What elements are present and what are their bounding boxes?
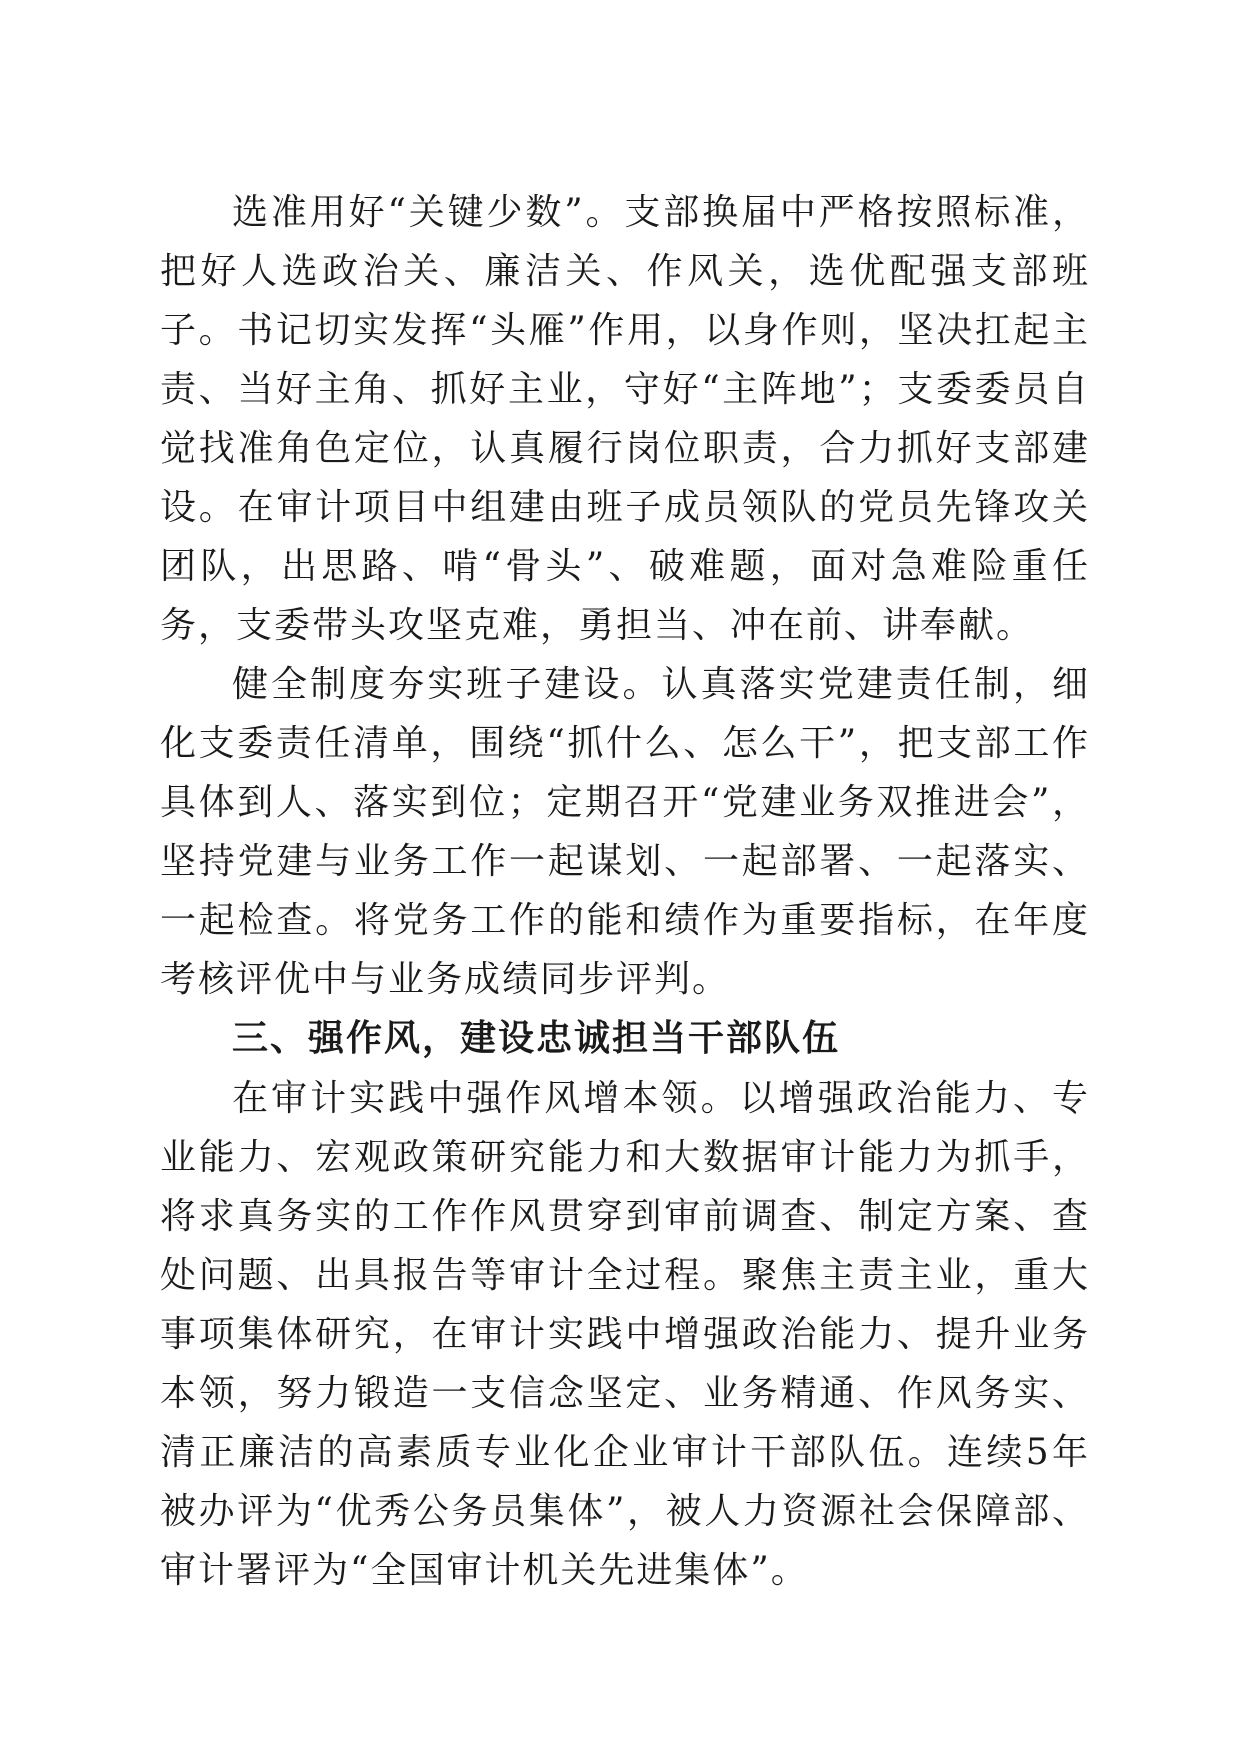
document-page xyxy=(160,183,1090,1600)
paragraph-work-style: 在审计实践中强作风增本领。以增强政治能力、专业能力、宏观政策研究能力和大数据审计能力为抓手，将求真务实的工作作风贯穿到审前调查、制定方案、查处问题、出具报告等审计全过程。聚焦主责主业，重大事项集体研究，在审计实践中增强政治能力、提升业务本领，努力锻造一支信念坚定、业务精通、作风务实、清正廉洁的高素质专业化企业审计干部队伍。连续5年被办评为“优秀公务员集体”，被人力资源社会保障部、审计署评为“全国审计机关先进集体”。 xyxy=(160,1078,1090,1591)
paragraph-key-minority: 选准用好“关键少数”。支部换届中严格按照标准，把好人选政治关、廉洁关、作风关，选优配强支部班子。书记切实发挥“头雁”作用，以身作则，坚决扛起主责、当好主角、抓好主业，守好“主阵地”；支委委员自觉找准角色定位，认真履行岗位职责，合力抓好支部建设。在审计项目中组建由班子成员领队的党员先锋攻关团队，出思路、啃“骨头”、破难题，面对急难险重任务，支委带头攻坚克难，勇担当、冲在前、讲奉献。 xyxy=(160,192,1090,646)
section-heading: 三、强作风，建设忠诚担当干部队伍 xyxy=(232,1018,841,1059)
paragraph-system-building: 健全制度夯实班子建设。认真落实党建责任制，细化支委责任清单，围绕“抓什么、怎么干”，把支部工作具体到人、落实到位；定期召开“党建业务双推进会”，坚持党建与业务工作一起谋划、一起部署、一起落实、一起检查。将党务工作的能和绩作为重要指标，在年度考核评优中与业务成绩同步评判。 xyxy=(160,664,1090,1000)
